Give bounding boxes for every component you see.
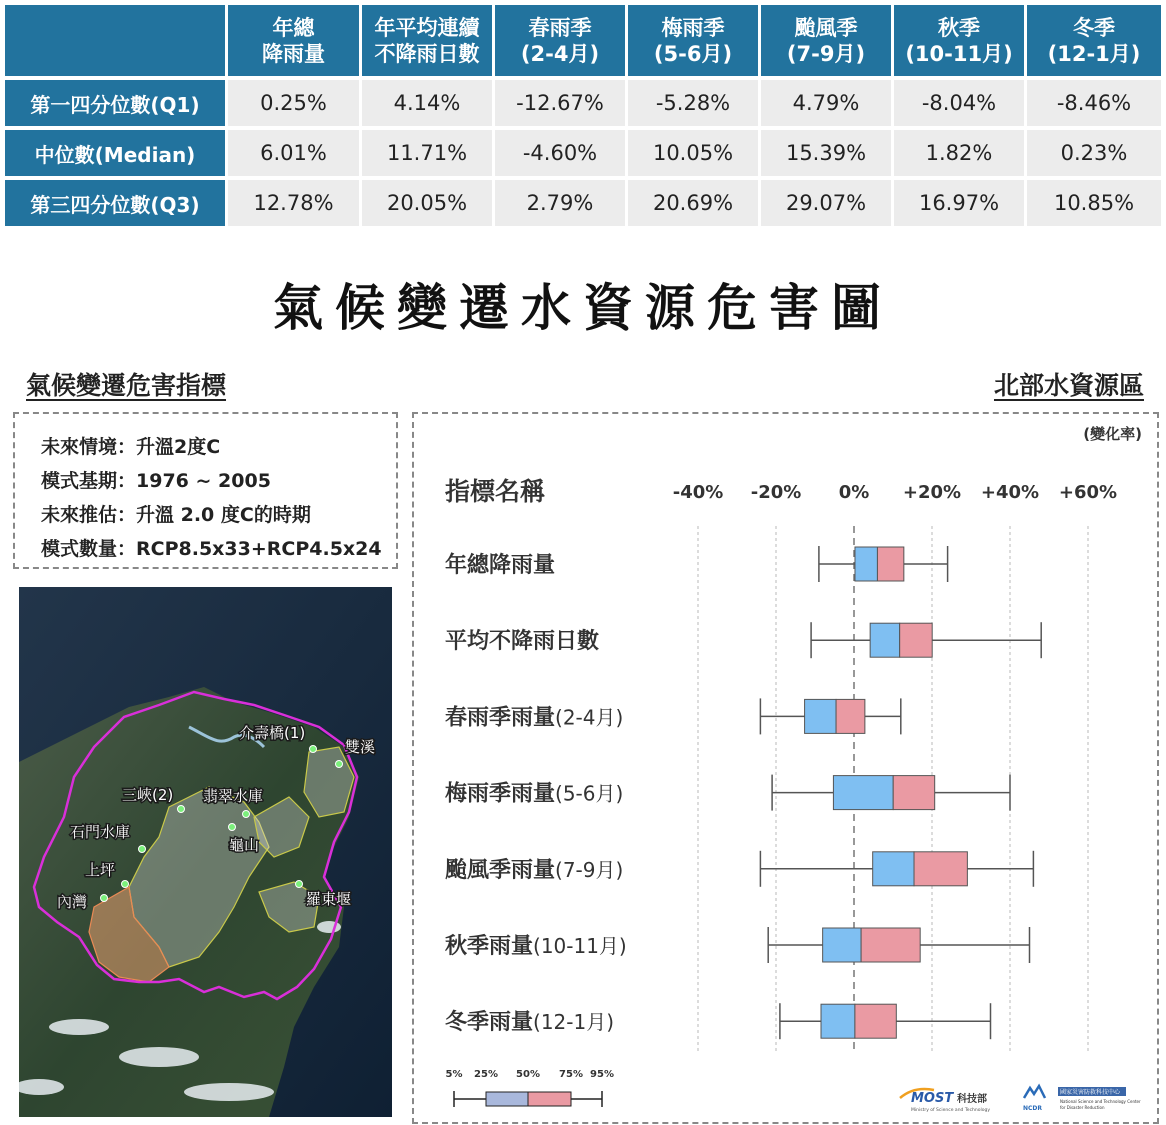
info-scenario: 未來情境：升溫2度C	[41, 436, 221, 458]
row-header: 第一四分位數(Q1)	[5, 80, 225, 126]
box-upper-half	[914, 852, 967, 886]
info-model-count: 模式數量：RCP8.5x33+RCP4.5x24	[41, 538, 382, 560]
category-label	[445, 781, 623, 807]
box-lower-half	[873, 852, 914, 886]
header-line: 冬季	[1073, 15, 1115, 40]
category-main: 春雨季雨量	[445, 705, 556, 731]
header-line: 不降雨日數	[374, 41, 480, 66]
x-tick-label: -20%	[750, 482, 802, 503]
category-main: 梅雨季雨量	[445, 781, 556, 807]
box-upper-half	[836, 699, 865, 733]
indicator-header: 指標名稱	[445, 477, 546, 506]
table-header-1	[228, 5, 359, 76]
unit-label: (變化率)	[1083, 425, 1142, 443]
box-lower-half	[855, 547, 877, 581]
scenario-info-box	[13, 412, 398, 569]
ncdr-cn: 國家災害防救科技中心	[1060, 1089, 1121, 1096]
legend-label: 95%	[590, 1069, 614, 1080]
category-sub: (2-4月)	[555, 705, 624, 730]
map-label-shangping: 上坪	[85, 861, 116, 879]
table-header-2	[362, 5, 492, 76]
table-cell: 4.14%	[362, 80, 492, 126]
category-label	[445, 1009, 614, 1035]
header-line: (12-1月)	[1047, 41, 1141, 66]
map-label-luodong: 羅東堰	[306, 890, 352, 908]
table-header-5	[761, 5, 891, 76]
table-cell: 20.05%	[362, 180, 492, 226]
header-line: 秋季	[938, 15, 980, 40]
info-projection: 未來推估：升溫 2.0 度C的時期	[41, 504, 311, 526]
table-cell: 2.79%	[495, 180, 625, 226]
region-map	[19, 587, 392, 1117]
category-sub: (12-1月)	[533, 1010, 615, 1035]
box-lower-half	[833, 776, 893, 810]
category-label	[445, 858, 623, 883]
table-header-4	[628, 5, 758, 76]
table-cell: 11.71%	[362, 130, 492, 176]
box-upper-half	[877, 547, 903, 581]
category-main: 冬季雨量	[445, 1010, 534, 1036]
x-tick-label: 0%	[838, 482, 870, 503]
box-upper-half	[900, 623, 933, 657]
table-cell: -8.04%	[894, 80, 1024, 126]
legend-box-lower	[486, 1092, 528, 1106]
table-cell: -5.28%	[628, 80, 758, 126]
table-cell: 29.07%	[761, 180, 891, 226]
table-cell: 16.97%	[894, 180, 1024, 226]
map-label-sanxia: 三峽(2)	[122, 786, 174, 804]
row-header: 中位數(Median)	[5, 130, 225, 176]
boxplot-panel	[412, 412, 1159, 1124]
legend-label: 50%	[516, 1069, 540, 1080]
header-line: 梅雨季	[661, 15, 725, 40]
row-header: 第三四分位數(Q3)	[5, 180, 225, 226]
most-logo: MOST	[911, 1091, 954, 1106]
region-subtitle: 北部水資源區	[993, 371, 1144, 400]
map-label-jieshou: 介壽橋(1)	[239, 724, 306, 742]
box-upper-half	[893, 776, 934, 810]
table-cell: 12.78%	[228, 180, 359, 226]
map-label-shimen: 石門水庫	[70, 823, 131, 841]
table-cell: 6.01%	[228, 130, 359, 176]
most-cn: 科技部	[957, 1094, 987, 1105]
map-label-neiwan: 內灣	[57, 893, 88, 911]
legend-label: 75%	[559, 1069, 583, 1080]
table-cell: 15.39%	[761, 130, 891, 176]
indicator-subtitle: 氣候變遷危害指標	[26, 371, 227, 400]
boxplot-chart	[414, 414, 1157, 1122]
info-baseline: 模式基期：1976 ~ 2005	[41, 470, 271, 492]
box-upper-half	[855, 1004, 896, 1038]
table-cell: 1.82%	[894, 130, 1024, 176]
box-lower-half	[870, 623, 900, 657]
x-tick-label: -40%	[672, 482, 724, 503]
category-label	[445, 552, 555, 578]
header-line: 年平均連續	[374, 15, 480, 40]
header-line: (7-9月)	[786, 41, 866, 66]
table-cell: -4.60%	[495, 130, 625, 176]
legend-box-upper	[528, 1092, 571, 1106]
box-upper-half	[861, 928, 920, 962]
header-line: (2-4月)	[520, 41, 600, 66]
category-sub: (5-6月)	[555, 781, 624, 806]
header-line: 降雨量	[262, 41, 325, 66]
legend-label: 5%	[445, 1069, 463, 1080]
header-line: 年總	[272, 15, 315, 40]
category-main: 年總降雨量	[445, 553, 556, 578]
table-header-3	[495, 5, 625, 76]
header-line: 颱風季	[794, 15, 858, 40]
ncdr-logo: NCDR	[1023, 1105, 1043, 1112]
header-line: (5-6月)	[653, 41, 733, 66]
most-en: Ministry of Science and Technology	[911, 1108, 991, 1113]
category-sub: (7-9月)	[555, 857, 624, 882]
box-lower-half	[823, 928, 861, 962]
table-cell: 10.85%	[1027, 180, 1161, 226]
category-main: 颱風季雨量	[445, 857, 556, 883]
category-label	[445, 933, 627, 959]
header-line: (10-11月)	[905, 41, 1013, 66]
ncdr-logo-icon	[1024, 1086, 1045, 1098]
stats-table	[0, 0, 1166, 228]
table-cell: 20.69%	[628, 180, 758, 226]
legend-label: 25%	[474, 1069, 498, 1080]
page-title: 氣候變遷水資源危害圖	[273, 279, 893, 337]
category-label	[445, 628, 599, 654]
table-header-7	[1027, 5, 1161, 76]
table-cell: 10.05%	[628, 130, 758, 176]
category-main: 秋季雨量	[445, 934, 534, 959]
ncdr-en-1: National Science and Technology Center	[1060, 1099, 1141, 1104]
table-cell: -12.67%	[495, 80, 625, 126]
category-main: 平均不降雨日數	[445, 629, 600, 655]
box-lower-half	[805, 699, 836, 733]
table-corner	[5, 5, 225, 76]
map-label-shuangxi: 雙溪	[345, 738, 376, 756]
category-label	[445, 704, 623, 730]
table-cell: -8.46%	[1027, 80, 1161, 126]
x-tick-label: +40%	[980, 482, 1040, 503]
table-cell: 0.23%	[1027, 130, 1161, 176]
map-label-feicui: 翡翠水庫	[203, 787, 264, 805]
x-tick-label: +60%	[1058, 482, 1118, 503]
logos	[900, 1086, 1141, 1113]
map-label-guishan: 龜山	[229, 836, 260, 854]
box-lower-half	[821, 1004, 855, 1038]
category-sub: (10-11月)	[533, 934, 627, 958]
table-header-6	[894, 5, 1024, 76]
x-tick-label: +20%	[902, 482, 962, 503]
table-cell: 4.79%	[761, 80, 891, 126]
header-line: 春雨季	[528, 15, 592, 40]
table-cell: 0.25%	[228, 80, 359, 126]
ncdr-en-2: for Disaster Reduction	[1060, 1105, 1105, 1110]
